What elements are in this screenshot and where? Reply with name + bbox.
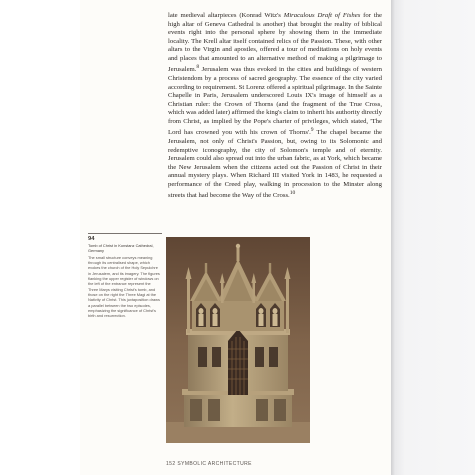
tomb-of-christ-photo: [166, 237, 310, 443]
page-number: 152: [166, 461, 176, 467]
italic-artwork-title: Miraculous Draft of Fishes: [283, 12, 361, 19]
running-head: SYMBOLIC ARCHITECTURE: [177, 461, 252, 467]
footnote-ref: 10: [289, 190, 296, 197]
caption-rule: [88, 233, 162, 234]
page-footer: [166, 461, 252, 467]
footnote-ref: 8: [196, 64, 200, 71]
scan-margin: [391, 0, 475, 475]
figure-number: 94: [88, 236, 95, 242]
figure-caption: [88, 243, 160, 319]
figure-caption-text: The small structure conveys meaning through its centralised shape, which evokes the church of the Holy Sepulchre in Jerusalem, and its imagery. The figures flanking the upper register of windows on the left of the entrance represent the Three Marys visiting Christ's tomb, and those on the right the Three Magi at the Nativity of Christ. This juxtaposition draws a parallel between the two episodes, emphasizing the significance of Christ's birth and resurrection.: [88, 254, 160, 319]
body-paragraph: late medieval altarpieces (Konrad Witz's Miraculous Draft of Fishes for the high altar of Geneva Cathedral is another) that brought the reality of biblical events right into the personal sphere by showing them in the immediate locality. The Krell altar itself contained relics of the Passion. These, with other altars to the Virgin and apostles, offered a tour of meditations on holy events and places that amounted to an alternative method of making a pilgrimage to Jerusalem.$^8$ Jerusalem was thus evoked in the cities and buildings of western Christendom by a process of sacred geography. The essence of the city varied according to requirement. St Lorenz offered a spiritual pilgrimage. In the Sainte Chapelle in Paris, Jerusalem underscored Louis IX's image of himself as a Christian ruler: the Crown of Thorns (and the fragment of the True Cross, which was added later) affirmed the king's claim to inherit his authority directly from Christ, as implied by the Pope's charter of privileges, which stated, 'The Lord has crowned you with his crown of Thorns'.$^9$ The chapel became the Jerusalem, not only of Christ's Passion, but, owing to its Solomonic and redemptive iconography, the city of Solomon's temple and of eternity. Jerusalem could also spread out into the urban fabric, as at York, which became the New Jerusalem when the citizens acted out the Passion of Christ in their annual mystery plays. When Richard III visited York in 1483, he requested a performance of the Creed play, walking in procession to the Minster along streets that had become the Way of the Cross.$^{10}$: [168, 12, 382, 200]
footnote-ref: 9: [310, 127, 314, 134]
figure-title: Tomb of Christ in Konstanz Cathedral, Germany: [88, 243, 154, 254]
